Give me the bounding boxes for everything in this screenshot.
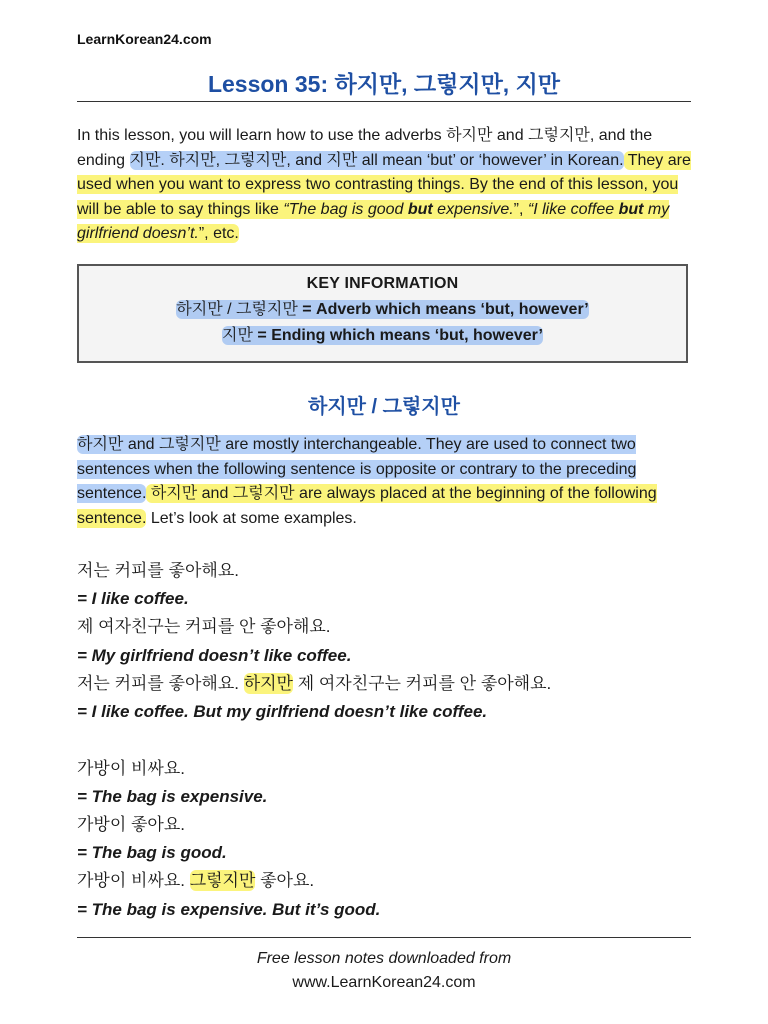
example-translation: = The bag is expensive. But it’s good. [77,900,381,919]
highlight-hajiman: 하지만 [243,674,293,693]
footer-divider [77,937,691,938]
site-name: LearnKorean24.com [77,31,212,47]
section-highlight-blue: 하지만 and 그렇지만 are mostly interchangeable. They are used to connect two sentences when the following sentence is opposite or contrary to the preceding sentence. [77,436,637,503]
title-divider [77,101,691,102]
key-info-line-ending: 지만 = Ending which means ‘but, however’ [222,327,543,344]
example-korean: 제 여자친구는 커피를 안 좋아해요. [77,617,331,636]
example-korean: 저는 커피를 좋아해요. [77,561,239,580]
example-translation: = The bag is expensive. [77,787,268,806]
footer-website[interactable]: www.LearnKorean24.com [292,974,476,991]
intro-highlight-blue: 지만. 하지만, 그렇지만, and 지만 all mean ‘but’ or ‘however’ in Korean. [129,151,624,169]
key-information-heading: KEY INFORMATION [306,275,459,292]
example-korean: 가방이 비싸요. [77,759,185,778]
intro-text: In this lesson, you will learn how to use the adverbs 하지만 and 그렇지만, and the ending [77,127,653,169]
example-translation: = My girlfriend doesn’t like coffee. [77,646,352,665]
example-translation: = I like coffee. [77,589,189,608]
key-info-line-adverb: 하지만 / 그렇지만 = Adverb which means ‘but, however’ [176,301,589,318]
example-korean: 가방이 좋아요. [77,815,185,834]
section-text: Let’s look at some examples. [146,509,357,527]
intro-paragraph [77,124,697,247]
example-korean-combined: 가방이 비싸요. 그렇지만 좋아요. [77,871,315,890]
intro-highlight-yellow: They are used when you want to express two contrasting things. By the end of this lesson, you will be able to say things like “The bag is good but expensive.”, “I like coffee but my girlfriend doesn’t.”, etc. [77,151,691,243]
lesson-title: Lesson 35: 하지만, 그렇지만, 지만 [207,71,561,97]
footer-note: Free lesson notes downloaded from [256,950,512,967]
section-highlight-yellow: 하지만 and 그렇지만 are always placed at the beginning of the following sentence. [77,485,657,527]
highlight-geureochiman: 그렇지만 [189,871,256,890]
section-heading: 하지만 / 그렇지만 [308,396,460,418]
key-information-box [77,264,688,363]
section-paragraph [77,433,697,531]
example-korean-combined: 저는 커피를 좋아해요. 하지만 제 여자친구는 커피를 안 좋아해요. [77,674,552,693]
example-translation: = The bag is good. [77,843,227,862]
example-translation: = I like coffee. But my girlfriend doesn’t like coffee. [77,702,488,721]
